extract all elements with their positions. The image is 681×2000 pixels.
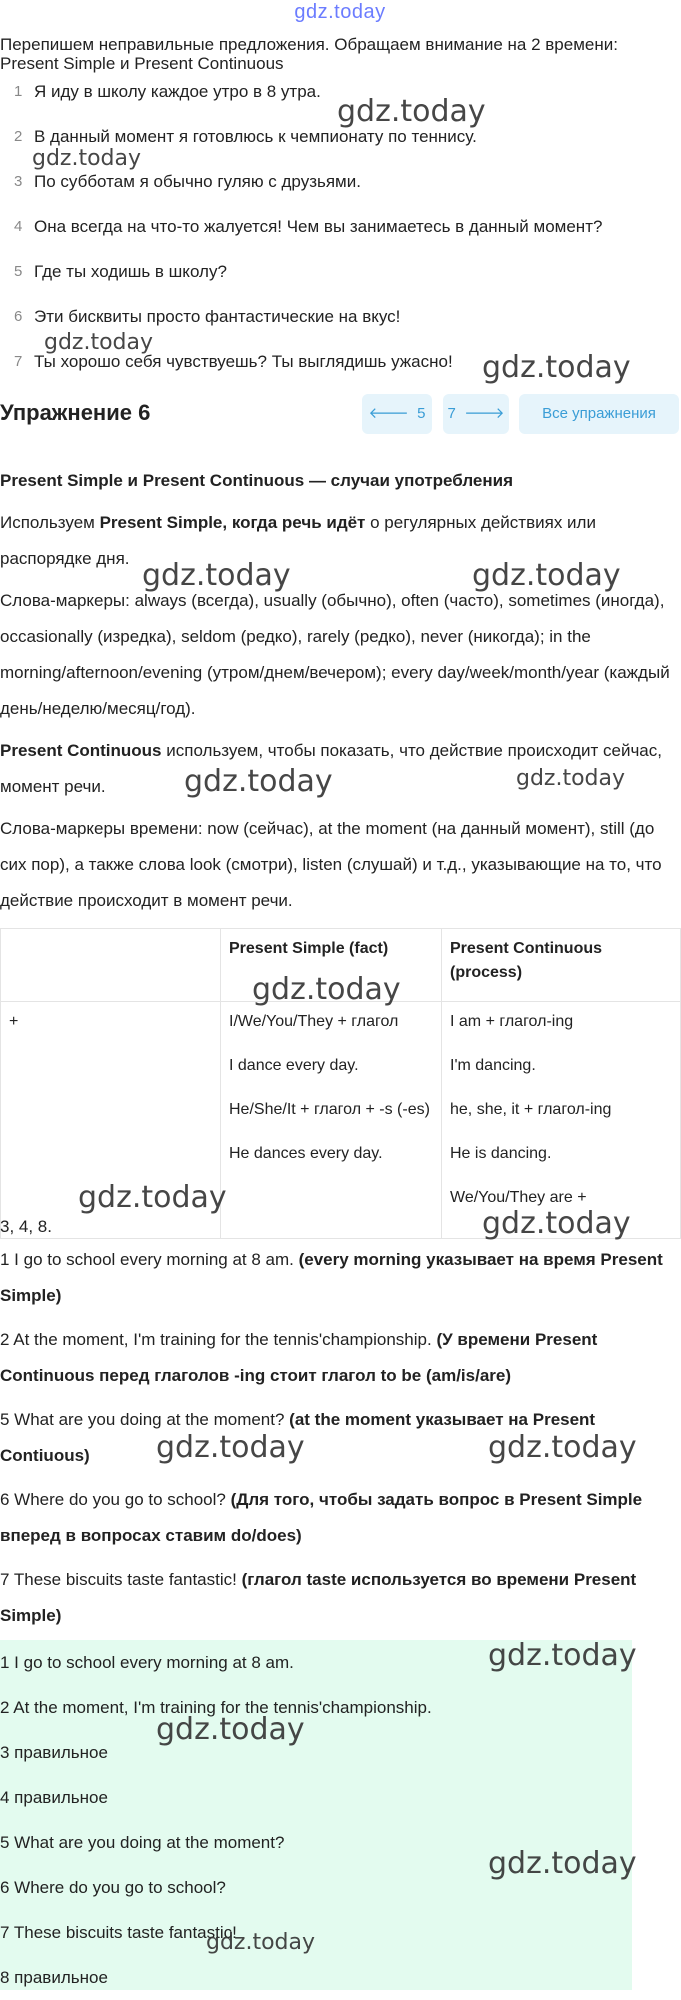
watermark: gdz.today	[78, 1180, 227, 1215]
answer-item: 1 I go to school every morning at 8 am. (every morning указывает на время Present Simple)	[0, 1250, 663, 1305]
final-line: 2 At the moment, I'm training for the tennis'championship.	[0, 1698, 432, 1717]
theory-paragraph: Слова-маркеры времени: now (сейчас), at the moment (на данный момент), still (до сих пор), а также слова look (смотри), listen (слушай) и т.д., указывающие на то, что действие происходит в момент речи.	[0, 819, 662, 910]
final-answers	[0, 1640, 632, 1990]
watermark: gdz.today	[488, 1638, 637, 1673]
final-line: 1 I go to school every morning at 8 am.	[0, 1653, 294, 1672]
theory-paragraph: Слова-маркеры: always (всегда), usually (обычно), often (часто), sometimes (иногда), occasionally (изредка), seldom (редко), rarely (редко), never (никогда); in the morning/afternoon/evening (утром/днем/вечером); every day/week/month/year (каждый день/неделю/месяц/год).	[0, 591, 670, 718]
exercise-title: Упражнение 6	[0, 400, 151, 425]
answer-item: 6 Where do you go to school? (Для того, чтобы задать вопрос в Present Simple вперед в вопросах ставим do/does)	[0, 1490, 643, 1545]
final-line: 8 правильное	[0, 1968, 108, 1987]
prev-exercise-button[interactable]: 🡐 5	[362, 394, 432, 434]
answers-section	[0, 1212, 680, 1642]
table-cell: +	[1, 1002, 221, 1239]
grammar-table	[0, 928, 681, 1239]
watermark: gdz.today	[472, 558, 621, 593]
watermark: gdz.today	[184, 764, 333, 799]
arrow-left-icon: 🡐	[368, 405, 409, 422]
list-item: 4 Она всегда на что-то жалуется! Чем вы занимаетесь в данный момент?	[14, 217, 603, 236]
watermark: gdz.today	[488, 1430, 637, 1465]
answers-lead: 3, 4, 8.	[0, 1217, 52, 1236]
list-item: 7 Ты хорошо себя чувствуешь? Ты выглядишь ужасно!	[14, 352, 453, 371]
answer-item: 2 At the moment, I'm training for the tennis'championship. (У времени Present Continuous перед глаголов -ing стоит глагол to be (am/is/are)	[0, 1330, 598, 1385]
next-exercise-button[interactable]: 7 🡒	[443, 394, 509, 434]
watermark: gdz.today	[516, 766, 626, 791]
list-item: 2 В данный момент я готовлюсь к чемпионату по теннису.	[14, 127, 477, 146]
final-line: 7 These biscuits taste fantastic!	[0, 1923, 237, 1942]
watermark: gdz.today	[32, 146, 142, 171]
watermark: gdz.today	[488, 1846, 637, 1881]
exercise-header	[0, 394, 680, 438]
site-logo[interactable]: gdz.today	[294, 1, 386, 23]
list-item: 3 По субботам я обычно гуляю с друзьями.	[14, 172, 361, 191]
final-line: 5 What are you doing at the moment?	[0, 1833, 285, 1852]
watermark: gdz.today	[337, 94, 486, 129]
list-item: 1 Я иду в школу каждое утро в 8 утра.	[14, 82, 321, 101]
theory-paragraph: Используем Present Simple, когда речь идёт о регулярных действиях или распорядке дня.	[0, 513, 596, 568]
table-header: Present Continuous (process)	[442, 929, 681, 1002]
theory-section	[0, 463, 680, 925]
theory-heading: Present Simple и Present Continuous — случаи употребления	[0, 471, 514, 490]
answer-item: 5 What are you doing at the moment? (at the moment указывает на Present Contiuous)	[0, 1410, 596, 1465]
watermark: gdz.today	[142, 558, 291, 593]
table-header	[1, 929, 221, 1002]
watermark: gdz.today	[482, 350, 631, 385]
table-header: Present Simple (fact)	[221, 929, 442, 1002]
watermark: gdz.today	[482, 1206, 631, 1241]
list-item: 5 Где ты ходишь в школу?	[14, 262, 227, 281]
watermark: gdz.today	[206, 1930, 316, 1955]
sentence-list	[0, 78, 680, 393]
all-exercises-button[interactable]: Все упражнения	[519, 394, 679, 434]
answer-item: 7 These biscuits taste fantastic! (глагол taste используется во времени Present Simple)	[0, 1570, 637, 1625]
watermark: gdz.today	[156, 1430, 305, 1465]
watermark: gdz.today	[44, 330, 154, 355]
intro-cut-line: Present Simple и Present Continuous	[0, 54, 284, 73]
table-cell: I am + глагол-ing I'm dancing. he, she, it + глагол-ing He is dancing. We/You/They are +	[442, 1002, 681, 1239]
arrow-right-icon: 🡒	[464, 405, 505, 422]
watermark: gdz.today	[252, 972, 401, 1007]
final-line: 6 Where do you go to school?	[0, 1878, 226, 1897]
list-item: 6 Эти бисквиты просто фантастические на вкус!	[14, 307, 401, 326]
final-line: 4 правильное	[0, 1788, 108, 1807]
intro-text: Перепишем неправильные предложения. Обращаем внимание на 2 времени:	[0, 35, 618, 54]
theory-paragraph: Present Continuous используем, чтобы показать, что действие происходит сейчас, момент речи.	[0, 741, 662, 796]
watermark: gdz.today	[156, 1712, 305, 1747]
table-cell: I/We/You/They + глагол I dance every day. He/She/It + глагол + -s (-es) He dances every day.	[221, 1002, 442, 1239]
final-line: 3 правильное	[0, 1743, 108, 1762]
